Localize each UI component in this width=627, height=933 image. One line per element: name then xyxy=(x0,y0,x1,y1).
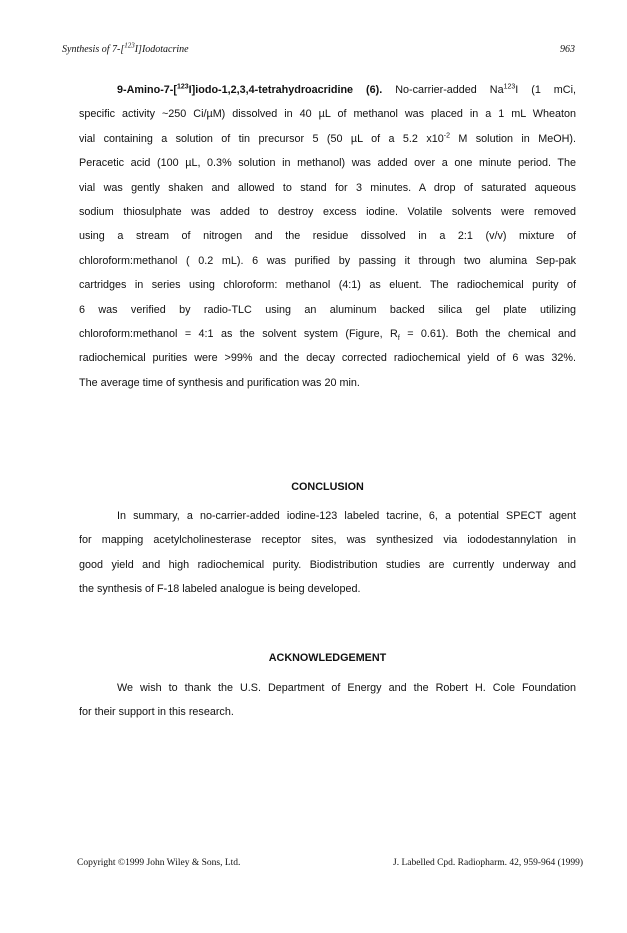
page-number: 963 xyxy=(560,44,575,55)
paragraph-line: for mapping acetylcholinesterase receptor sites, was synthesized via iododestannylation in xyxy=(79,534,576,547)
paragraph-line: Peracetic acid (100 µL, 0.3% solution in methanol) was added over a one minute period. The xyxy=(79,157,576,170)
paragraph-line: using a stream of nitrogen and the residue dissolved in a 2:1 (v/v) mixture of xyxy=(79,230,576,243)
paragraph-line: 6 was verified by radio-TLC using an aluminum backed silica gel plate utilizing xyxy=(79,303,576,316)
paragraph-line: specific activity ~250 Ci/µM) dissolved in 40 µL of methanol was placed in a 1 mL Wheaton xyxy=(79,108,576,121)
paragraph-line: cartridges in series using chloroform: methanol (4:1) as eluent. The radiochemical purity of xyxy=(79,279,576,292)
journal-citation-footer: J. Labelled Cpd. Radiopharm. 42, 959-964 (1999) xyxy=(393,858,583,868)
paragraph-line: We wish to thank the U.S. Department of Energy and the Robert H. Cole Foundation xyxy=(117,682,576,694)
conclusion-paragraph xyxy=(79,504,576,602)
copyright-footer: Copyright ©1999 John Wiley & Sons, Ltd. xyxy=(77,858,241,868)
paragraph-line: chloroform:methanol ( 0.2 mL). 6 was purified by passing it through two alumina Sep-pak xyxy=(79,254,576,267)
paragraph-line: for their support in this research. xyxy=(79,706,234,719)
paragraph-line: vial was gently shaken and allowed to stand for 3 minutes. A drop of saturated aqueous xyxy=(79,181,576,194)
paragraph-line: the synthesis of F-18 labeled analogue is being developed. xyxy=(79,583,361,596)
paragraph-line: The average time of synthesis and purification was 20 min. xyxy=(79,376,360,389)
paragraph-line: vial containing a solution of tin precursor 5 (50 µL of a 5.2 $x10^{-2}$ M solution in MeOH). xyxy=(79,132,576,145)
paragraph-line: sodium thiosulphate was added to destroy excess iodine. Volatile solvents were removed xyxy=(79,206,576,219)
running-header-title: Synthesis of 7-[$^{123}$I]Iodotacrine xyxy=(62,41,189,55)
compound-title: 9-Amino-7-[$^{123}$I]iodo-1,2,3,4-tetrahydroacridine (6). xyxy=(117,83,383,96)
experimental-paragraph xyxy=(79,78,576,395)
paragraph-line: 9-Amino-7-[$^{123}$I]iodo-1,2,3,4-tetrahydroacridine (6). No-carrier-added Na$^{123}$I (1 mCi, xyxy=(117,83,577,96)
acknowledgement-heading: ACKNOWLEDGEMENT xyxy=(268,652,387,664)
paragraph-line: good yield and high radiochemical purity. Biodistribution studies are currently underway and xyxy=(79,558,576,571)
conclusion-heading: CONCLUSION xyxy=(291,481,364,493)
acknowledgement-paragraph xyxy=(79,676,576,725)
paragraph-line: chloroform:methanol = 4:1 as the solvent system (Figure, $R_f = 0.61$). Both the chemical and xyxy=(79,328,576,343)
paragraph-line: radiochemical purities were >99% and the decay corrected radiochemical yield of 6 was 32%. xyxy=(79,352,576,365)
paragraph-line: In summary, a no-carrier-added iodine-123 labeled tacrine, 6, a potential SPECT agent xyxy=(117,510,576,522)
